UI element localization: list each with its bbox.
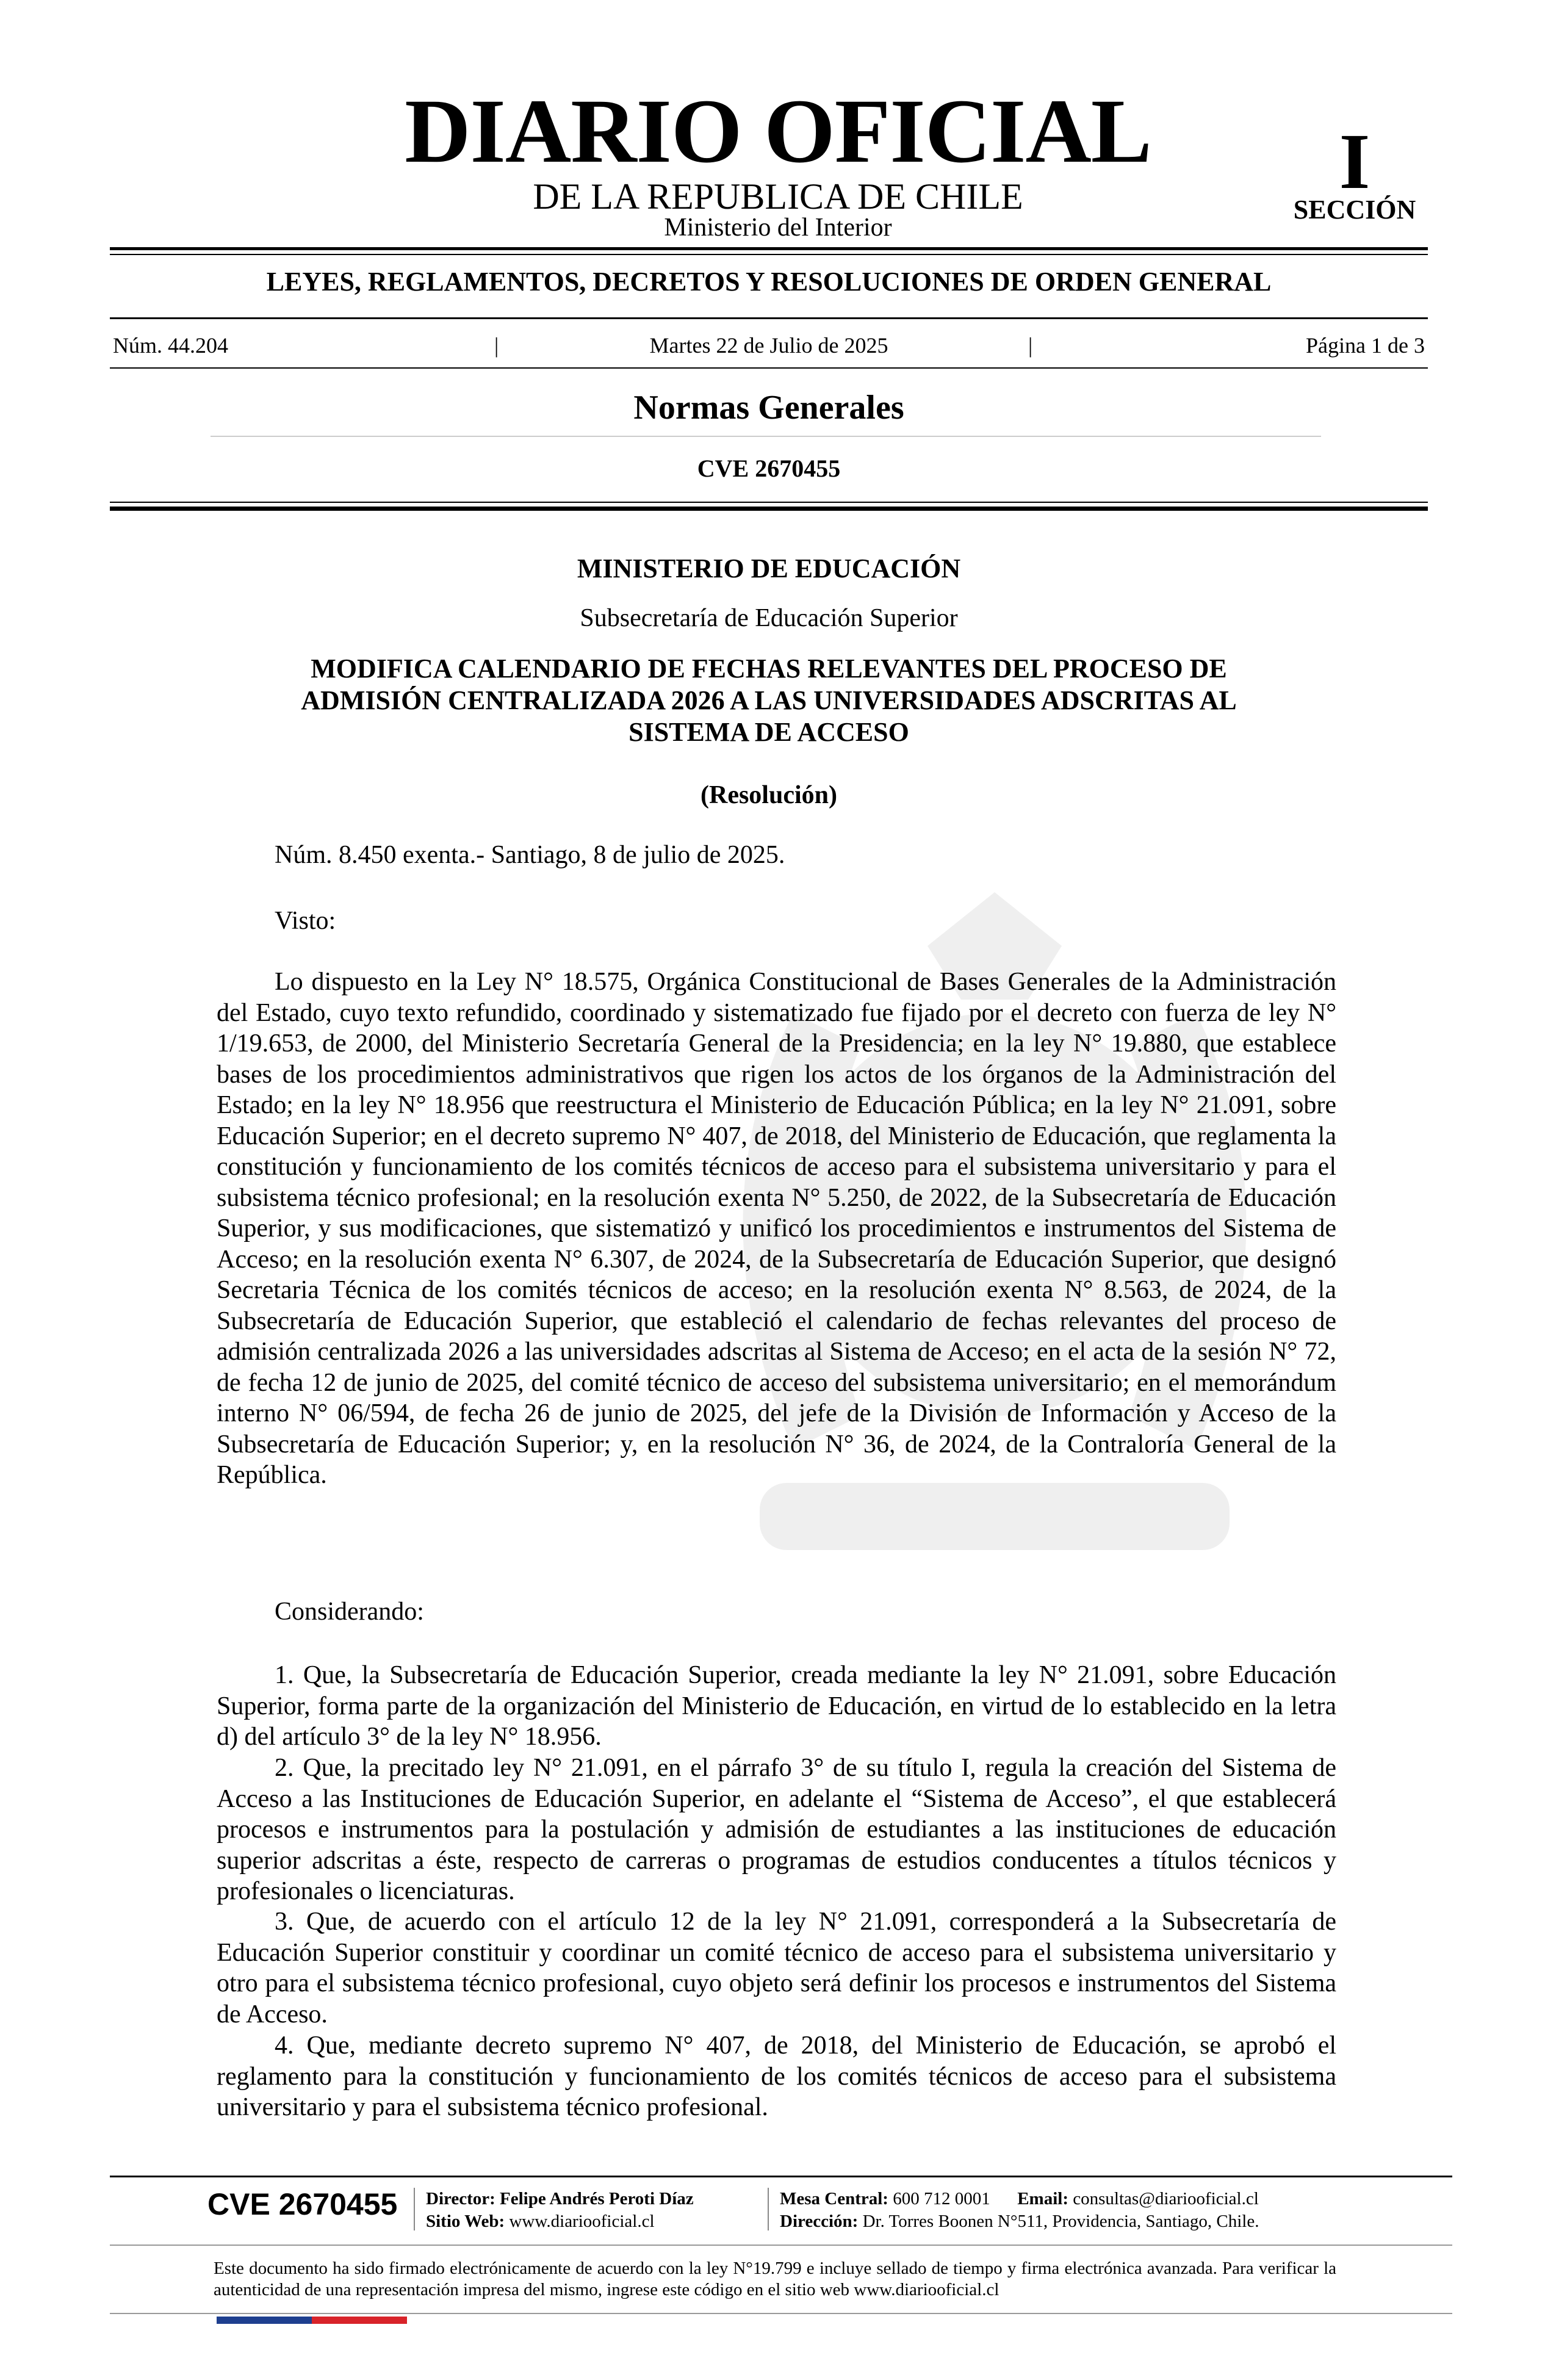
footer-rule-mid xyxy=(110,2245,1452,2246)
director-label: Director: xyxy=(426,2189,495,2209)
visto-paragraph: Lo dispuesto en la Ley N° 18.575, Orgánica Constitucional de Bases Generales de la Administración del Estado, cuyo texto refundido, coordinado y sistematizado fue fijado por el decreto con fuerza de ley N° 1/19.653, de 2000, del Ministerio Secretaría General de la Presidencia; en la ley N° 19.880, que establece bases de los procedimientos administrativos que rigen los actos de los órganos de la Administración del Estado; en la ley N° 18.956 que reestructura el Ministerio de Educación Pública; en la ley N° 21.091, sobre Educación Superior; en el decreto supremo N° 407, de 2018, del Ministerio de Educación, que reglamenta la constitución y funcionamiento de los comités técnicos de acceso para el subsistema universitario y para el subsistema técnico profesional; en la resolución exenta N° 5.250, de 2022, de la Subsecretaría de Educación Superior, y sus modificaciones, que sistematizó y unificó los procedimientos e instrumentos del Sistema de Acceso; en la resolución exenta N° 6.307, de 2024, de la Subsecretaría de Educación Superior, que designó Secretaria Técnica de los comités técnicos de acceso; en la resolución exenta N° 8.563, de 2024, de la Subsecretaría de Educación Superior, que estableció el calendario de fechas relevantes del proceso de admisión centralizada 2026 a las universidades adscritas al Sistema de Acceso; en el acta de la sesión N° 72, de fecha 12 de junio de 2025, del comité técnico de acceso del subsistema universitario; en el memorándum interno N° 06/594, de fecha 26 de junio de 2025, del jefe de la División de Información y Acceso de la Subsecretaría de Educación Superior; y, en la resolución N° 36, de 2024, de la Contraloría General de la República. xyxy=(217,968,1336,1489)
publication-category: LEYES, REGLAMENTOS, DECRETOS Y RESOLUCIONES DE ORDEN GENERAL xyxy=(266,267,1272,297)
footer-mesa-central xyxy=(780,2188,1259,2210)
considerando-label: Considerando: xyxy=(275,1598,424,1626)
considerando-item: 1. Que, la Subsecretaría de Educación Superior, creada mediante la ley N° 21.091, sobre Educación Superior, forma parte de la organización del Ministerio de Educación, en virtud de lo establecido en la letra d) del artículo 3° de la ley N° 18.956. xyxy=(217,1661,1336,1751)
masthead-rule-top xyxy=(110,247,1428,250)
resolution-number: Núm. 8.450 exenta.- Santiago, 8 de julio de 2025. xyxy=(275,841,785,869)
footer-rule-bottom xyxy=(110,2313,1452,2314)
footer-divider xyxy=(414,2188,415,2230)
site-label: Sitio Web: xyxy=(426,2212,505,2231)
flag-blue-band xyxy=(217,2317,312,2324)
masthead-rule-top-thin xyxy=(110,254,1428,255)
issue-separator: | xyxy=(1028,333,1033,358)
considerando-item: 3. Que, de acuerdo con el artículo 12 de la ley N° 21.091, corresponderá a la Subsecretaría de Educación Superior constituir y coordinar un comité técnico de acceso para el subsistema universitario y otro para el subsistema técnico profesional, cuyo objeto será definir los procesos e instrumentos del Sistema de Acceso. xyxy=(217,1908,1336,2028)
issue-bar xyxy=(113,333,1425,358)
masthead-ministry: Ministerio del Interior xyxy=(664,214,892,242)
resolution-type: (Resolución) xyxy=(701,781,837,809)
email-link[interactable]: consultas@diariooficial.cl xyxy=(1073,2189,1259,2209)
footer-address xyxy=(780,2210,1259,2232)
header-bottom-rule-thick xyxy=(110,507,1428,511)
considerando-item: 2. Que, la precitado ley N° 21.091, en el párrafo 3° de su título I, regula la creación del Sistema de Acceso a las Instituciones de Educación Superior, en adelante el “Sistema de Acceso”, el que establecerá procesos e instrumentos para la postulación y admisión de estudiantes a las instituciones de educación superior adscritas a éste, respecto de carreras o programas de estudios conducentes a títulos técnicos y profesionales o licenciaturas. xyxy=(217,1754,1336,1905)
footer-divider xyxy=(768,2188,769,2230)
header-bottom-rule-thin xyxy=(110,502,1428,503)
issuing-ministry: MINISTERIO DE EDUCACIÓN xyxy=(577,554,961,583)
cve-code: CVE 2670455 xyxy=(697,455,841,482)
category-rule xyxy=(110,317,1428,319)
issuing-subsecretaria: Subsecretaría de Educación Superior xyxy=(580,604,958,632)
footer-director xyxy=(426,2188,694,2210)
footer-rule-top xyxy=(110,2176,1452,2177)
resolution-title-text: MODIFICA CALENDARIO DE FECHAS RELEVANTES DEL PROCESO DE ADMISIÓN CENTRALIZADA 2026 A LAS UNIVERSIDADES ADSCRITAS AL SISTEMA DE ACCESO xyxy=(301,654,1237,747)
footer-site xyxy=(426,2210,655,2232)
chile-flag-stripe xyxy=(217,2317,407,2324)
mesa-phone: 600 712 0001 xyxy=(893,2189,990,2209)
address-text: Dr. Torres Boonen N°511, Providencia, Santiago, Chile. xyxy=(862,2212,1259,2231)
footer-cve-code: CVE 2670455 xyxy=(207,2187,398,2221)
section-title: Normas Generales xyxy=(633,389,904,427)
email-label: Email: xyxy=(1017,2189,1068,2209)
masthead-title: DIARIO OFICIAL xyxy=(405,81,1151,182)
section-label: SECCIÓN xyxy=(1293,195,1416,225)
resolution-title xyxy=(256,653,1281,748)
footer-signature-note: Este documento ha sido firmado electrónicamente de acuerdo con la ley N°19.799 e incluye sellado de tiempo y firma electrónica avanzada. Para verificar la autenticidad de una representación impresa del mismo, ingrese este código en el sitio web www.diariooficial.cl xyxy=(214,2259,1336,2299)
issue-number: Núm. 44.204 xyxy=(113,333,228,358)
section-numeral: I xyxy=(1339,118,1371,206)
address-label: Dirección: xyxy=(780,2212,859,2231)
mesa-label: Mesa Central: xyxy=(780,2189,888,2209)
issue-page: Página 1 de 3 xyxy=(1306,333,1425,358)
issue-date: Martes 22 de Julio de 2025 xyxy=(649,333,888,358)
issue-rule xyxy=(110,367,1428,369)
masthead-subtitle: DE LA REPUBLICA DE CHILE xyxy=(533,176,1023,217)
director-name: Felipe Andrés Peroti Díaz xyxy=(500,2189,694,2209)
considerando-item: 4. Que, mediante decreto supremo N° 407, de 2018, del Ministerio de Educación, se aprobó el reglamento para la constitución y funcionamiento de los comités técnicos de acceso para el subsistema universitario y para el subsistema técnico profesional. xyxy=(217,2032,1336,2121)
visto-label: Visto: xyxy=(275,907,336,935)
issue-separator: | xyxy=(494,333,499,358)
flag-red-band xyxy=(312,2317,407,2324)
site-link[interactable]: www.diariooficial.cl xyxy=(509,2212,655,2231)
section-title-underline xyxy=(211,436,1321,437)
